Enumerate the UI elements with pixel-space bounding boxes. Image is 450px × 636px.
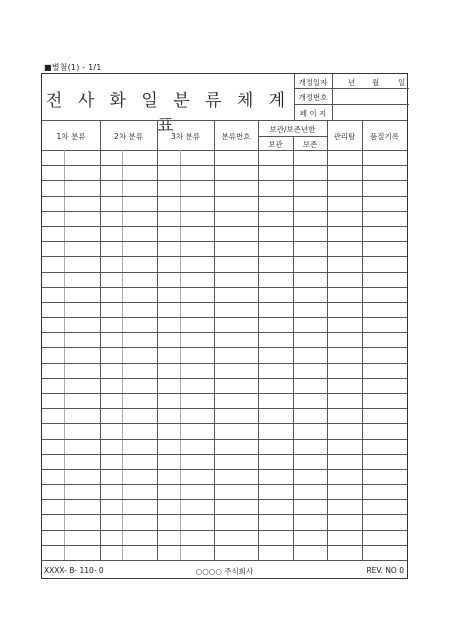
column-divider <box>258 120 259 560</box>
column-header-storage: 보관 <box>268 140 283 149</box>
column-header-manager: 관리탐 <box>333 132 356 141</box>
form-code: XXXX- B- 110- 0 <box>44 566 104 575</box>
column-header-first-class: 1차 분류 <box>56 132 86 141</box>
table-header-bottom-line <box>42 150 407 151</box>
table-row-line <box>42 226 407 227</box>
column-header-retention-period: 보관/보존년한 <box>269 125 316 134</box>
table-row-line <box>42 287 407 288</box>
table-row-line <box>42 499 407 500</box>
table-row-line <box>42 545 407 546</box>
table-row-line <box>42 378 407 379</box>
info-row-line-1 <box>294 88 409 89</box>
table-top-line <box>42 120 407 121</box>
column-header-quality-record: 품질기록 <box>370 132 399 141</box>
company-name: ○○○○ 주식회사 <box>195 567 254 576</box>
revision-number-label: 개정번호 <box>298 93 328 102</box>
table-row-line <box>42 484 407 485</box>
column-header-third-class: 3차 분류 <box>171 132 200 141</box>
table-row-line <box>42 180 407 181</box>
table-row-line <box>42 363 407 364</box>
table-row-line <box>42 514 407 515</box>
year-unit: 년 <box>348 78 356 87</box>
page-field[interactable] <box>333 107 408 119</box>
table-row-line <box>42 408 407 409</box>
column-header-second-class: 2차 분류 <box>114 132 143 141</box>
table-row-line <box>42 454 407 455</box>
column-header-class-number: 분류번호 <box>221 132 251 141</box>
table-row-line <box>42 393 407 394</box>
revision-number-field[interactable] <box>333 91 408 103</box>
table-row-line <box>42 211 407 212</box>
table-row-line <box>42 423 407 424</box>
table-row-line <box>42 469 407 470</box>
table-row-line <box>42 241 407 242</box>
info-row-line-2 <box>294 104 409 105</box>
table-row-line <box>42 272 407 273</box>
file-classification-form <box>41 73 408 579</box>
page-label: 페 이 지 <box>299 109 327 118</box>
table-row-line <box>42 332 407 333</box>
table-row-line <box>42 165 407 166</box>
table-row-line <box>42 439 407 440</box>
month-unit: 월 <box>372 78 380 87</box>
table-row-line <box>42 317 407 318</box>
column-divider <box>327 120 328 560</box>
column-divider <box>214 120 215 560</box>
table-row-line <box>42 196 407 197</box>
day-unit: 일 <box>398 78 406 87</box>
attachment-label: ■별첨(1) - 1/1 <box>44 63 102 72</box>
table-row-line <box>42 530 407 531</box>
table-row-line <box>42 256 407 257</box>
revision-date-label: 개정일자 <box>298 78 328 87</box>
column-divider <box>100 120 101 560</box>
table-row-line <box>42 302 407 303</box>
footer-line <box>42 560 407 561</box>
column-divider <box>362 120 363 560</box>
page-title: 전 사 화 일 분 류 체 계 표 <box>45 91 291 136</box>
revision-number: REV. NO 0 <box>366 566 404 575</box>
column-header-preservation: 보존 <box>302 140 318 149</box>
column-divider <box>157 120 158 560</box>
table-row-line <box>42 347 407 348</box>
